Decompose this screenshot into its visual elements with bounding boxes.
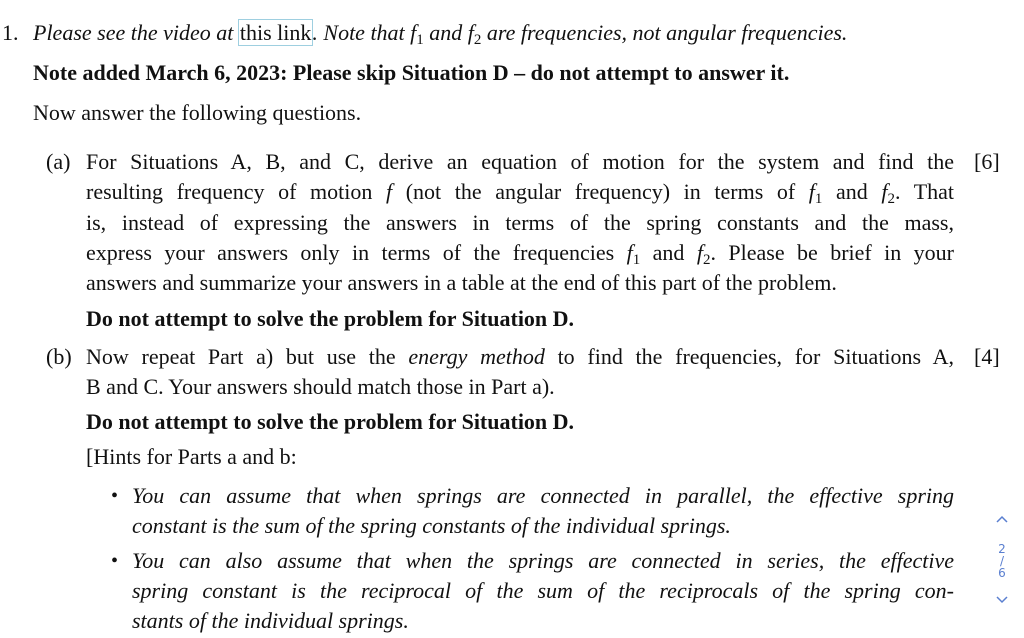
- part-a-marks: [6]: [974, 149, 1000, 174]
- part-b-label: (b): [46, 344, 72, 369]
- part-a-line-5: answers and summarize your answers in a table at the end of this part of the problem.: [86, 270, 837, 295]
- page-separator: /: [999, 554, 1005, 568]
- part-b-line-1: Now repeat Part a) but use the energy method to find the frequencies, for Situations A,: [86, 344, 954, 369]
- part-a-line-3: is, instead of expressing the answers in terms of the spring constants and the mass,: [86, 210, 954, 235]
- page-navigator: [990, 512, 1014, 608]
- hint-1-line-1: You can assume that when springs are connected in parallel, the effective spring: [132, 483, 954, 508]
- part-a-label: (a): [46, 149, 71, 174]
- question-number: 1.: [2, 20, 19, 45]
- hint-bullet: •: [111, 485, 119, 507]
- current-page: 2: [998, 542, 1006, 556]
- part-a-line-4: express your answers only in terms of the frequencies $f_1$ and $f_2$. Please be brief in your: [86, 240, 955, 268]
- question-intro-line: Please see the video at this link. Note that $f_1$ and $f_2$ are frequencies, not angular frequencies.: [33, 20, 848, 48]
- hint-2-line-1: You can also assume that when the springs are connected in series, the effective: [132, 548, 954, 573]
- hints-heading: [Hints for Parts a and b:: [86, 444, 297, 469]
- part-a-line-2: resulting frequency of motion f (not the angular frequency) in terms of $f_1$ and $f_2$. That: [86, 179, 955, 207]
- part-b-skip-note: Do not attempt to solve the problem for Situation D.: [86, 409, 575, 434]
- total-pages: 6: [998, 566, 1006, 580]
- hint-1-line-2: constant is the sum of the spring constants of the individual springs.: [132, 513, 731, 538]
- chevron-down-icon[interactable]: [990, 592, 1014, 608]
- part-a-skip-note: Do not attempt to solve the problem for Situation D.: [86, 306, 575, 331]
- intro-text: Please see the video at: [33, 20, 239, 45]
- hint-bullet: •: [111, 550, 119, 572]
- skip-situation-note: Note added March 6, 2023: Please skip Situation D – do not attempt to answer it.: [33, 60, 790, 85]
- video-link[interactable]: this link: [239, 20, 312, 45]
- hint-2-line-3: stants of the individual springs.: [132, 608, 409, 633]
- part-b-line-2: B and C. Your answers should match those in Part a).: [86, 374, 555, 399]
- part-b-marks: [4]: [974, 344, 1000, 369]
- instruction-text: Now answer the following questions.: [33, 100, 362, 125]
- hint-2-line-2: spring constant is the reciprocal of the sum of the reciprocals of the spring con-: [132, 578, 954, 603]
- part-a-line-1: For Situations A, B, and C, derive an equation of motion for the system and find the: [86, 149, 954, 174]
- chevron-up-icon[interactable]: [990, 512, 1014, 528]
- energy-method-emphasis: energy method: [408, 344, 545, 369]
